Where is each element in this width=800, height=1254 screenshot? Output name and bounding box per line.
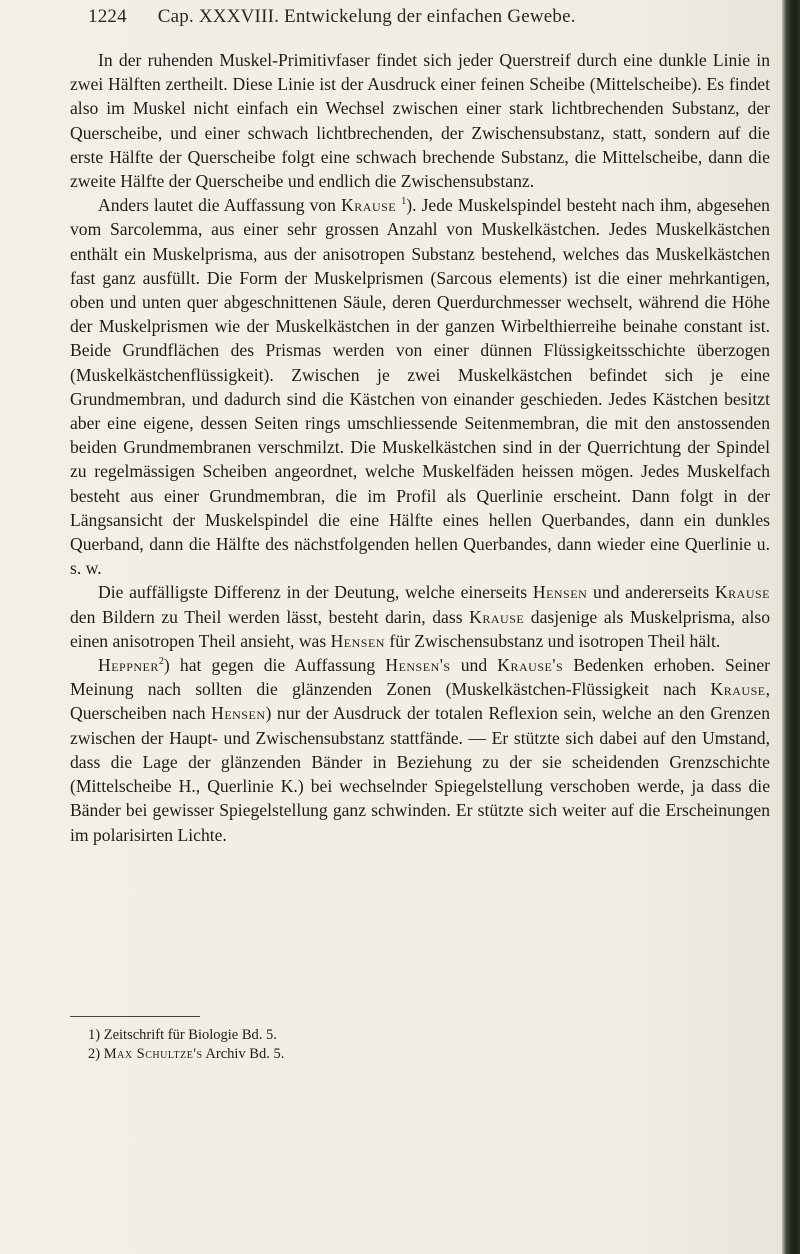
author-krause: Krause xyxy=(341,195,397,216)
footnote-2-mark: 2) xyxy=(88,1045,101,1062)
footnotes xyxy=(88,1026,688,1063)
p2-text-b: ). Jede Muskelspindel besteht nach ihm, abgesehen vom Sarcolemma, aus einer sehr grossen Anzahl von Muskelkästchen. Jedes Muskelkästchen enthält ein Muskelprisma, aus der anisotropen Substanz bestehend, welches das Muskelkästchen fast ganz ausfüllt. Die Form der Muskelprismen (Sarcous elements) ist die einer mehrkantigen, oben und unten quer abgeschnittenen Säule, deren Querdurchmesser wechselt, während die Höhe der Muskelprismen wie der Muskelkästchen in der ganzen Wirbelthierreihe beinahe constant ist. Beide Grundflächen des Prismas werden von einer dünnen Flüssigkeitsschichte überzogen (Muskelkästchenflüssigkeit). Zwischen je zwei Muskelkästchen befindet sich je eine Grundmembran, und dadurch sind die Kästchen von einander geschieden. Jedes Kästchen besitzt aber eine eigene, dessen Seiten rings umschliessende Seitenmembran, die mit den anstossenden beiden Grundmembranen verschmilzt. Die Muskelkästchen sind in der Querrichtung der Spindel zu regelmässigen Scheiben angeordnet, welche Muskelfäden heissen mögen. Jedes Muskelfach besteht aus einer Grundmembran, die im Profil als Querlinie erscheint. Dann folgt in der Längsansicht der Muskelspindel die eine Hälfte eines hellen Querbandes, dann ein dunkles Querband, dann die Hälfte des nächstfolgenden hellen Querbandes, dann wieder eine Querlinie u. s. w. xyxy=(70,195,770,579)
running-header xyxy=(88,6,768,28)
author-krause: Krause xyxy=(469,606,525,627)
body-text xyxy=(70,48,770,847)
p3-text-a: Die auffälligste Differenz in der Deutung, welche einerseits xyxy=(98,582,533,603)
footnote-ref-1[interactable]: 1 xyxy=(401,196,407,208)
footnote-ref-2[interactable]: 2 xyxy=(158,656,164,668)
p4-text-a: ) hat gegen die Auffassung xyxy=(163,655,386,676)
paragraph-4 xyxy=(70,653,770,847)
author-hensen: Hensen xyxy=(330,630,385,651)
p4-text-e: ) nur der Ausdruck der totalen Reflexion sein, welche an den Grenzen zwischen der Haupt- und Zwischensubstanz stattfände. — Er stützte sich dabei auf den Umstand, dass die Lage der glänzenden Bänder in Beziehung zu der sie scheidenden Grenzschichte (Mittelscheibe H., Querlinie K.) bei wechselnder Spiegelstellung verschoben werde, ja dass die Bänder bei gewisser Spiegelstellung ganz schwinden. Er stützte sich weiter auf die Erscheinungen im polarisirten Lichte. xyxy=(70,703,770,845)
footnote-2-author: Max Schultze's xyxy=(103,1045,203,1062)
author-heppner: Heppner xyxy=(98,655,159,676)
author-krause: Krause xyxy=(710,679,766,700)
footnote-2-text: Archiv Bd. 5. xyxy=(205,1045,285,1062)
footnote-2 xyxy=(88,1045,688,1064)
running-title: Cap. XXXVIII. Entwickelung der einfachen Gewebe. xyxy=(157,6,576,27)
p4-text-b: und xyxy=(450,655,498,676)
footnote-divider xyxy=(70,1016,200,1017)
author-krause: Krause xyxy=(714,582,770,603)
p3-text-d: dasjenige als Muskelprisma, also einen anisotropen Theil ansieht, was xyxy=(70,606,770,651)
author-hensen: Hensen's xyxy=(385,655,451,676)
author-hensen: Hensen xyxy=(211,703,266,724)
page-number: 1224 xyxy=(88,6,127,27)
p3-text-b: und andererseits xyxy=(587,582,715,603)
author-hensen: Hensen xyxy=(532,582,588,603)
paragraph-1: In der ruhenden Muskel-Primitivfaser findet sich jeder Querstreif durch eine dunkle Linie in zwei Hälften zertheilt. Diese Linie ist der Ausdruck einer feinen Scheibe (Mittelscheibe). Es findet also im Muskel nicht einfach ein Wechsel zwischen einer stark lichtbrechenden Substanz, der Querscheibe, und einer schwach lichtbrechenden, der Zwischensubstanz, statt, sondern auf die erste Hälfte der Querscheibe folgt eine schwach brechende Substanz, die Mittelscheibe, dann die zweite Hälfte der Querscheibe und endlich die Zwischensubstanz. xyxy=(70,50,770,192)
paragraph-3 xyxy=(70,580,770,653)
page-edge-shadow xyxy=(782,0,800,1254)
p2-text-a: Anders lautet die Auffassung von xyxy=(98,195,342,216)
p4-text-c: Bedenken erhoben. Seiner Meinung nach sollten die glänzenden Zonen (Muskelkästchen-Flüssigkeit nach xyxy=(70,655,770,700)
footnote-1-text: Zeitschrift für Biologie Bd. 5. xyxy=(103,1027,277,1043)
footnote-1 xyxy=(88,1026,688,1045)
p3-text-e: für Zwischensubstanz und isotropen Theil hält. xyxy=(384,630,721,651)
footnote-1-mark: 1) xyxy=(88,1027,101,1043)
p4-text-d: , Querscheiben nach xyxy=(70,679,770,724)
p3-text-c: den Bildern zu Theil werden lässt, besteht darin, dass xyxy=(70,606,470,627)
author-krause: Krause's xyxy=(497,655,564,676)
paragraph-2 xyxy=(70,193,770,580)
